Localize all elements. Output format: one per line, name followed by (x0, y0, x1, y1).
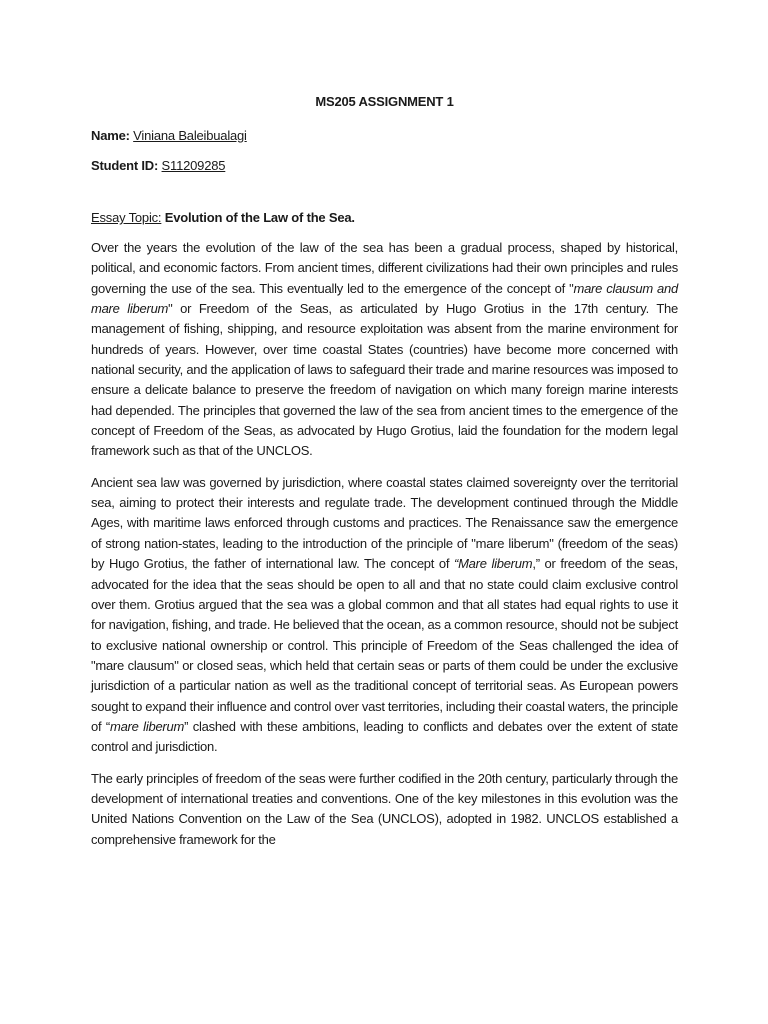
paragraph-2-text-b: ,” or freedom of the seas, advocated for the idea that the seas should be open to all and that no state could claim exclusive control over them. Grotius argued that the sea was a global common and that all states had equal rights to use it for navigation, fishing, and trade. He believed that the ocean, as a common resource, should not be subject to exclusive national ownership or control. This principle of Freedom of the Seas challenged the idea of "mare clausum" or closed seas, which held that certain seas or parts of them could be under the exclusive jurisdiction of a particular nation as well as the traditional concept of territorial seas. As European powers sought to expand their influence and control over vast territories, including their coastal waters, the principle of “ (91, 556, 678, 734)
paragraph-2-italic-2: mare liberum (110, 718, 185, 734)
student-id-label: Student ID: (91, 158, 159, 173)
name-label: Name: (91, 128, 130, 143)
paragraph-2 (91, 473, 678, 758)
paragraph-2-text-c: ” clashed with these ambitions, leading to conflicts and debates over the extent of state control and jurisdiction. (91, 718, 678, 755)
paragraph-1 (91, 238, 678, 462)
paragraph-3-text-a: The early principles of freedom of the seas were further codified in the 20th century, particularly through the development of international treaties and conventions. One of the key milestones in this evolution was the United Nations Convention on the Law of the Sea (UNCLOS), adopted in 1982. UNCLOS established a comprehensive framework for the (91, 770, 678, 847)
name-value: Viniana Baleibualagi (133, 128, 247, 143)
paragraph-3 (91, 769, 678, 850)
paragraph-2-text-a: Ancient sea law was governed by jurisdiction, where coastal states claimed sovereignty over the territorial sea, aiming to protect their interests and regulate trade. The development continued through the Middle Ages, with maritime laws enforced through customs and practices. The Renaissance saw the emergence of strong nation-states, leading to the introduction of the principle of "mare liberum" (freedom of the seas) by Hugo Grotius, the father of international law. The concept of (91, 474, 678, 572)
student-id-value: S11209285 (161, 158, 226, 173)
essay-topic (91, 208, 678, 228)
document-page (91, 92, 678, 861)
paragraph-1-text-a: Over the years the evolution of the law of the sea has been a gradual process, shaped by historical, political, and economic factors. From ancient times, different civilizations had their own principles and rules governing the use of the sea. This eventually led to the emergence of the concept of " (91, 240, 678, 296)
paragraph-2-italic-1: “Mare liberum (454, 556, 533, 572)
paragraph-1-text-b: " or Freedom of the Seas, as articulated by Hugo Grotius in the 17th century. The management of fishing, shipping, and resource exploitation was absent from the marine environment for hundreds of years. However, over time coastal States (countries) have become more concerned with national security, and the application of laws to safeguard their trade and marine resources was imposed to ensure a delicate balance to preserve the freedom of navigation on which many foreign marine interests had depended. The principles that governed the law of the sea from ancient times to the emergence of the concept of Freedom of the Seas, as advocated by Hugo Grotius, laid the foundation for the modern legal framework such as that of the UNCLOS. (91, 301, 678, 459)
paragraph-1-italic-1: mare clausum and mare liberum (91, 280, 678, 317)
student-id-line (91, 156, 678, 176)
essay-topic-value: Evolution of the Law of the Sea. (164, 210, 355, 225)
document-title: MS205 ASSIGNMENT 1 (315, 94, 454, 109)
name-line (91, 126, 678, 146)
essay-topic-label: Essay Topic: (91, 210, 162, 225)
